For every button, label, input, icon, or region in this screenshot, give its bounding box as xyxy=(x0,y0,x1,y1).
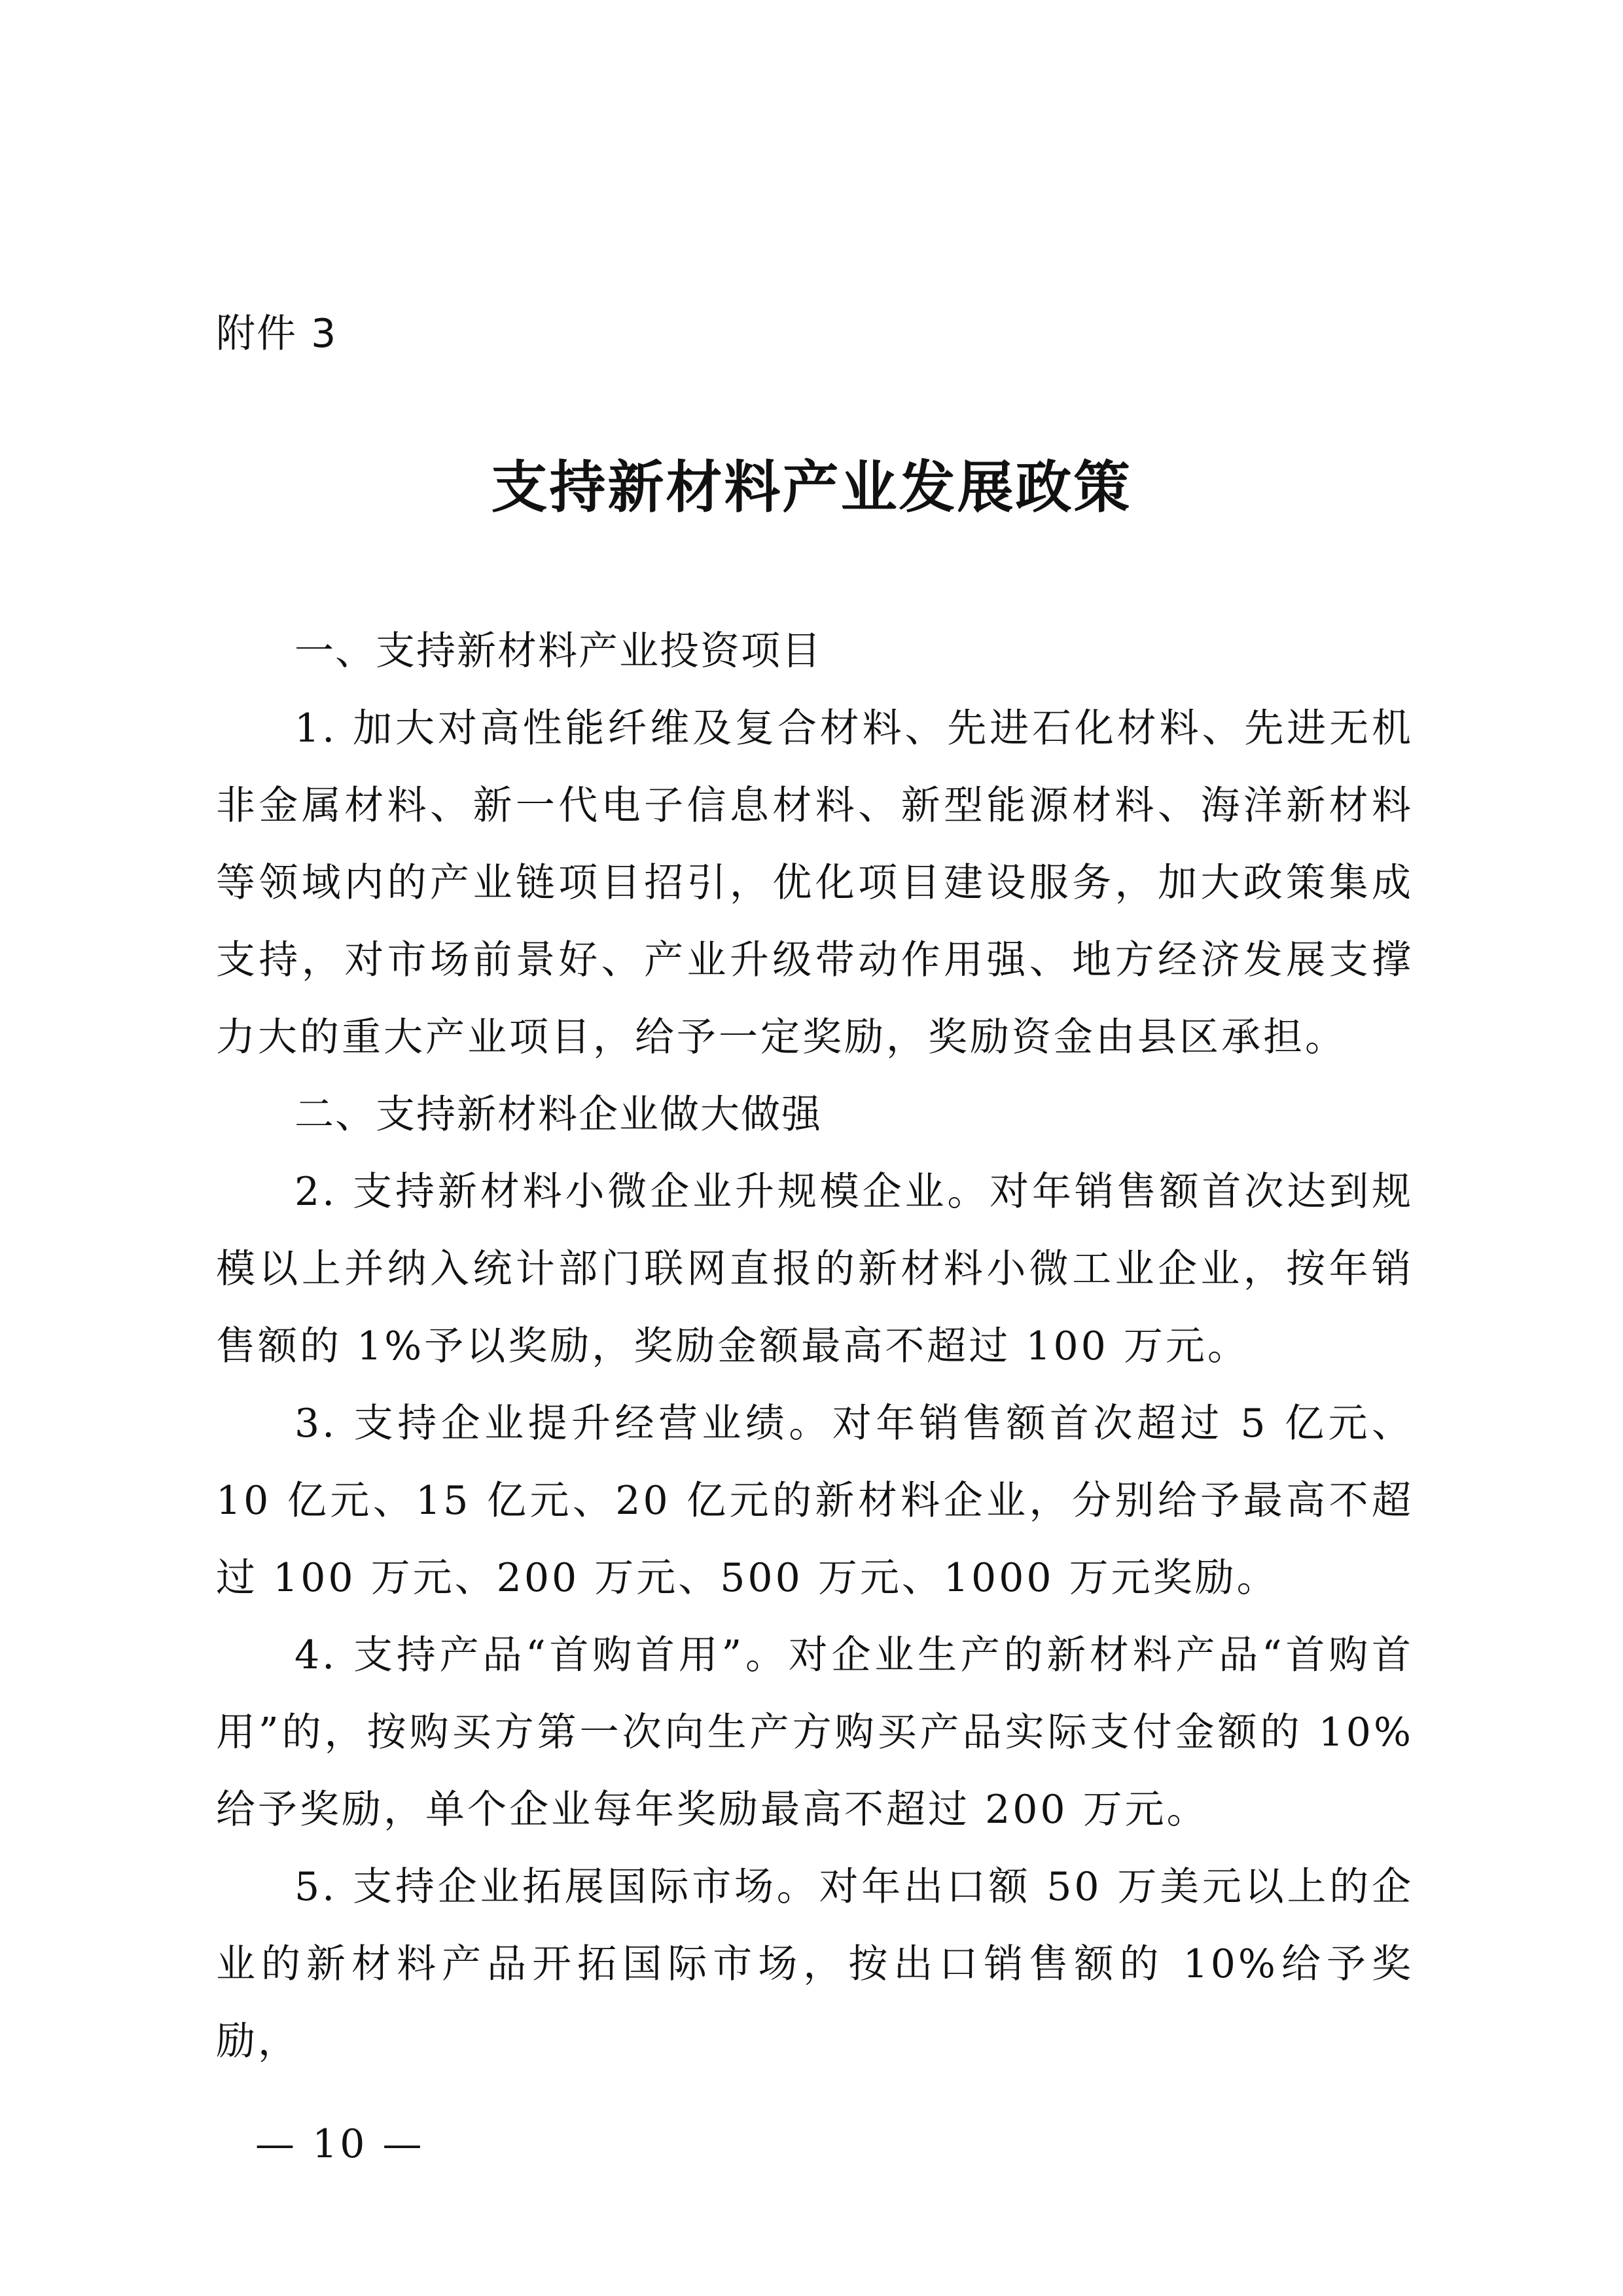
paragraph-3: 3. 支持企业提升经营业绩。对年销售额首次超过 5 亿元、10 亿元、15 亿元、20 亿元的新材料企业，分别给予最高不超过 100 万元、200 万元、500 万元、1000 万元奖励。 xyxy=(216,1401,1414,1601)
page-number: — 10 — xyxy=(255,2121,425,2167)
paragraph-1: 1. 加大对高性能纤维及复合材料、先进石化材料、先进无机非金属材料、新一代电子信息材料、新型能源材料、海洋新材料等领域内的产业链项目招引，优化项目建设服务，加大政策集成支持，对市场前景好、产业升级带动作用强、地方经济发展支撑力大的重大产业项目，给予一定奖励，奖励资金由县区承担。 xyxy=(216,706,1414,1060)
section-heading-2: 二、支持新材料企业做大做强 xyxy=(294,1092,822,1138)
document-title: 支持新材料产业发展政策 xyxy=(491,455,1132,520)
paragraph-4: 4. 支持产品“首购首用”。对企业生产的新材料产品“首购首用”的，按购买方第一次向生产方购买产品实际支付金额的 10%给予奖励，单个企业每年奖励最高不超过 200 万元。 xyxy=(216,1632,1414,1833)
document-body xyxy=(216,613,1414,2080)
attachment-label: 附件 3 xyxy=(216,311,338,357)
paragraph-5: 5. 支持企业拓展国际市场。对年出口额 50 万美元以上的企业的新材料产品开拓国际市场，按出口销售额的 10%给予奖励， xyxy=(216,1864,1414,2064)
section-heading-1: 一、支持新材料产业投资项目 xyxy=(294,628,822,674)
paragraph-2: 2. 支持新材料小微企业升规模企业。对年销售额首次达到规模以上并纳入统计部门联网直报的新材料小微工业企业，按年销售额的 1%予以奖励，奖励金额最高不超过 100 万元。 xyxy=(216,1169,1414,1369)
